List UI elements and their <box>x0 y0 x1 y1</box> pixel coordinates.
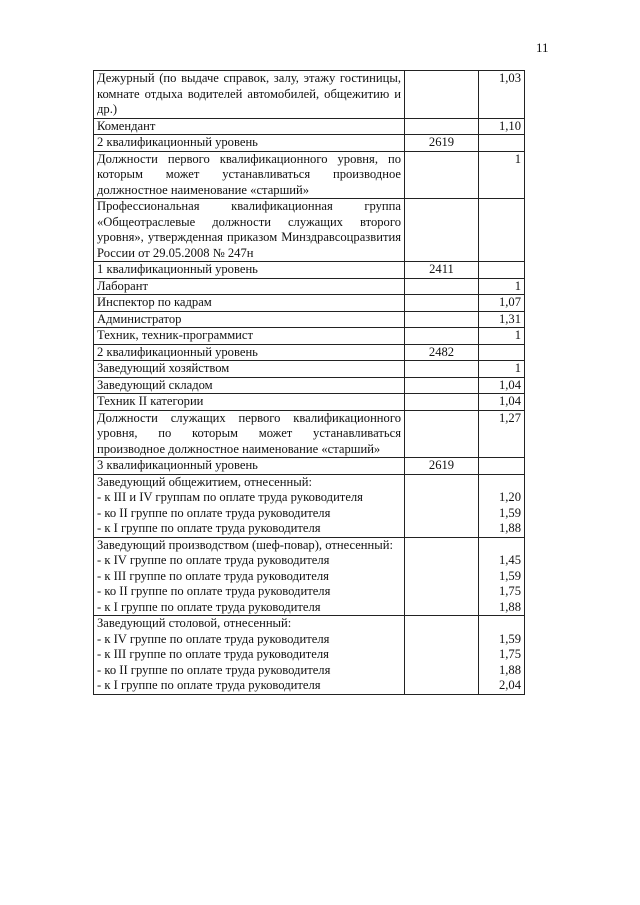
table-row <box>94 394 525 411</box>
group-item: - ко II группе по оплате труда руководителя <box>97 505 331 520</box>
table-row <box>94 410 525 458</box>
position-name: Заведующий хозяйством <box>94 361 405 378</box>
coefficient: 1,88 <box>498 521 521 535</box>
position-name: Лаборант <box>94 278 405 295</box>
group-item: - к III и IV группам по оплате труда руководителя <box>97 490 363 504</box>
table-row <box>94 262 525 279</box>
position-name: 2 квалификационный уровень <box>94 135 405 152</box>
group-item: - ко II группе по оплате труда руководителя <box>97 584 331 598</box>
coefficient: 1,59 <box>498 505 521 520</box>
base-salary: 2619 <box>405 458 479 475</box>
position-name: Профессиональная квалификационная группа «Общеотраслевые должности служащих второго уровня», утвержденная приказом Минздравсоцразвития России от 29.05.2008 № 247н <box>94 199 405 262</box>
position-name: Комендант <box>94 118 405 135</box>
coefficient: 1,10 <box>479 118 525 135</box>
position-name: 3 квалификационный уровень <box>94 458 405 475</box>
position-name: Должности первого квалификационного уровня, по которым может устанавливаться производное должностное наименование «старший» <box>94 151 405 199</box>
group-item: - к III группе по оплате труда руководителя <box>97 647 329 661</box>
coefficient: 1,04 <box>479 377 525 394</box>
group-cell <box>94 616 405 695</box>
position-name: Дежурный (по выдаче справок, залу, этажу гостиницы, комнате отдыха водителей автомобилей, общежитию и др.) <box>94 71 405 119</box>
coefficient: 1,45 <box>498 553 521 567</box>
base-salary <box>405 616 479 695</box>
table-row <box>94 328 525 345</box>
group-row <box>94 616 525 695</box>
page-number: 11 <box>536 40 549 55</box>
coefficient: 1,75 <box>498 584 521 598</box>
group-row <box>94 474 525 537</box>
table-row <box>94 135 525 152</box>
coefficient <box>479 199 525 262</box>
group-item: - к III группе по оплате труда руководителя <box>97 568 329 583</box>
table-row <box>94 458 525 475</box>
table-row <box>94 151 525 199</box>
base-salary <box>405 377 479 394</box>
group-coefficients <box>479 616 525 695</box>
position-name: Техник, техник-программист <box>94 328 405 345</box>
group-item: - к I группе по оплате труда руководителя <box>97 678 321 692</box>
salary-table <box>93 70 525 695</box>
base-salary <box>405 361 479 378</box>
table-row <box>94 377 525 394</box>
position-name: Инспектор по кадрам <box>94 295 405 312</box>
coefficient: 1,88 <box>498 662 521 677</box>
base-salary <box>405 118 479 135</box>
base-salary: 2619 <box>405 135 479 152</box>
coefficient <box>479 458 525 475</box>
coefficient <box>479 344 525 361</box>
group-item: - к IV группе по оплате труда руководителя <box>97 553 330 567</box>
table-row <box>94 199 525 262</box>
group-cell <box>94 474 405 537</box>
position-name: Администратор <box>94 311 405 328</box>
coefficient: 1,04 <box>479 394 525 411</box>
coefficient: 1,59 <box>498 631 521 646</box>
table-row <box>94 278 525 295</box>
group-item: - к I группе по оплате труда руководителя <box>97 521 321 535</box>
coefficient: 1 <box>479 328 525 345</box>
position-name: 2 квалификационный уровень <box>94 344 405 361</box>
coefficient: 1,03 <box>479 71 525 119</box>
position-name: Должности служащих первого квалификационного уровня, по которым может устанавливаться производное должностное наименование «старший» <box>94 410 405 458</box>
base-salary: 2411 <box>405 262 479 279</box>
group-item: - ко II группе по оплате труда руководителя <box>97 662 331 677</box>
coefficient <box>479 262 525 279</box>
base-salary <box>405 295 479 312</box>
group-title: Заведующий производством (шеф-повар), отнесенный: <box>97 537 393 552</box>
base-salary <box>405 537 479 616</box>
position-name: 1 квалификационный уровень <box>94 262 405 279</box>
group-coefficients <box>479 537 525 616</box>
group-cell <box>94 537 405 616</box>
base-salary <box>405 328 479 345</box>
group-row <box>94 537 525 616</box>
table-row <box>94 361 525 378</box>
base-salary <box>405 71 479 119</box>
base-salary <box>405 474 479 537</box>
coefficient: 1 <box>479 278 525 295</box>
group-item: - к IV группе по оплате труда руководителя <box>97 631 330 646</box>
base-salary <box>405 199 479 262</box>
group-coefficients <box>479 474 525 537</box>
base-salary <box>405 278 479 295</box>
table-row <box>94 311 525 328</box>
group-title: Заведующий общежитием, отнесенный: <box>97 474 312 489</box>
table-body <box>94 71 525 695</box>
base-salary <box>405 394 479 411</box>
table-row <box>94 118 525 135</box>
coefficient: 1,20 <box>498 490 521 504</box>
coefficient: 1,27 <box>479 410 525 458</box>
coefficient: 1,07 <box>479 295 525 312</box>
coefficient: 1,59 <box>498 568 521 583</box>
coefficient: 2,04 <box>498 678 521 692</box>
coefficient: 1 <box>479 151 525 199</box>
table-row <box>94 295 525 312</box>
base-salary: 2482 <box>405 344 479 361</box>
base-salary <box>405 311 479 328</box>
group-title: Заведующий столовой, отнесенный: <box>97 616 292 630</box>
position-name: Техник II категории <box>94 394 405 411</box>
coefficient <box>479 135 525 152</box>
position-name: Заведующий складом <box>94 377 405 394</box>
coefficient: 1,75 <box>498 647 521 661</box>
table-row <box>94 71 525 119</box>
base-salary <box>405 410 479 458</box>
coefficient: 1,31 <box>479 311 525 328</box>
base-salary <box>405 151 479 199</box>
coefficient: 1 <box>479 361 525 378</box>
table-row <box>94 344 525 361</box>
group-item: - к I группе по оплате труда руководителя <box>97 599 321 614</box>
coefficient: 1,88 <box>498 599 521 614</box>
